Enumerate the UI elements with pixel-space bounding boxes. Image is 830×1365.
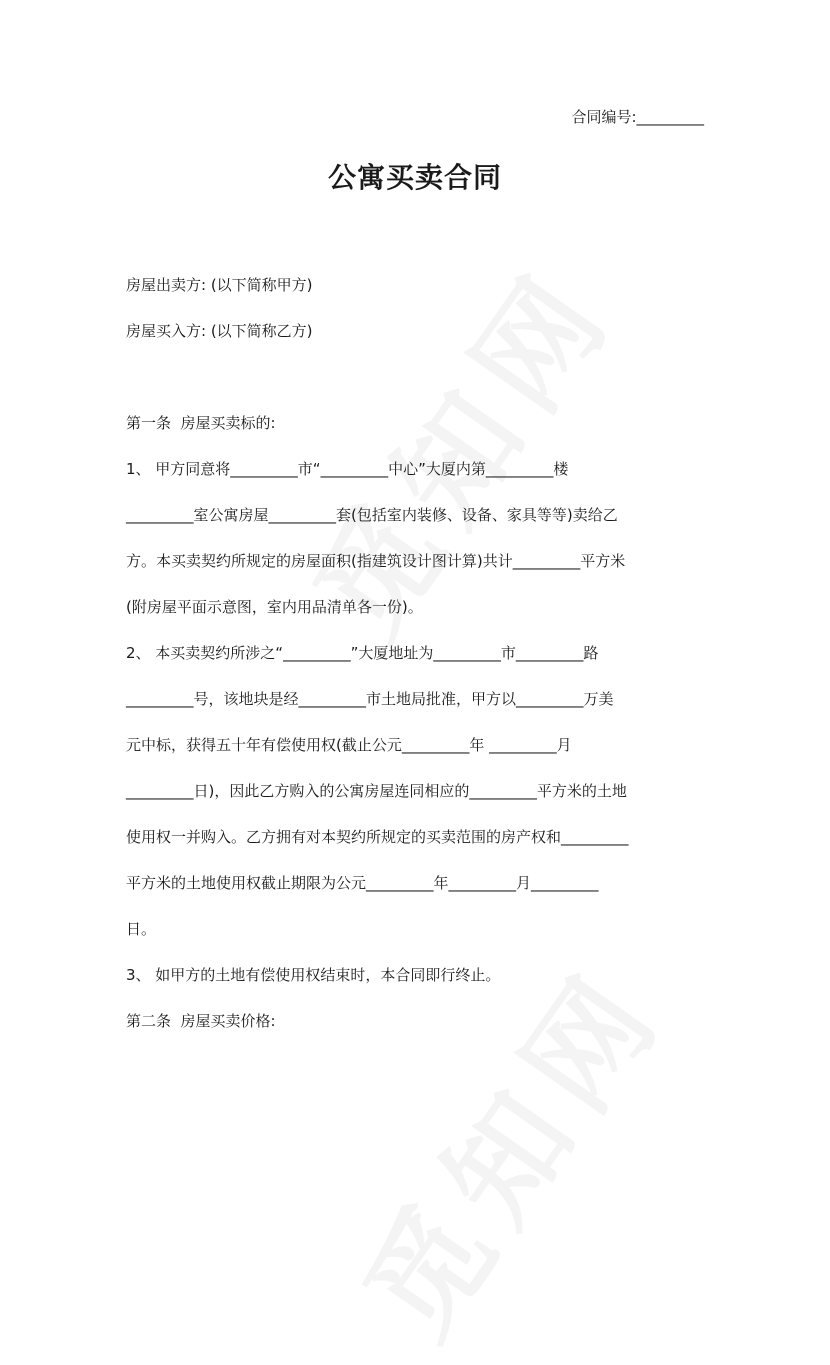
contract-number: 合同编号:_________ — [571, 108, 704, 126]
paragraph-line: _________日)，因此乙方购入的公寓房屋连同相应的_________平方米的土地 — [126, 782, 627, 800]
buyer-line: 房屋买入方: (以下简称乙方) — [126, 322, 313, 340]
paragraph-line: 使用权一并购入。乙方拥有对本契约所规定的买卖范围的房产权和_________ — [126, 828, 629, 846]
paragraph-line: 3、 如甲方的土地有偿使用权结束时，本合同即行终止。 — [126, 966, 501, 984]
paragraph-line: _________号，该地块是经_________市土地局批准，甲方以_________万美 — [126, 690, 614, 708]
paragraph-line: 平方米的土地使用权截止期限为公元_________年_________月_________ — [126, 874, 599, 892]
spacer — [126, 354, 716, 400]
document-title: 公寓买卖合同 — [327, 161, 502, 194]
paragraph-line: 1、 甲方同意将_________市“_________中心”大厦内第_________楼 — [126, 460, 569, 478]
article-2-heading: 第二条 房屋买卖价格: — [126, 1012, 276, 1030]
paragraph-line: 方。本买卖契约所规定的房屋面积(指建筑设计图计算)共计_________平方米 — [126, 552, 626, 570]
seller-line: 房屋出卖方: (以下简称甲方) — [126, 276, 313, 294]
contract-body — [126, 262, 716, 1044]
paragraph-line: 2、 本买卖契约所涉之“_________”大厦地址为_________市_________路 — [126, 644, 599, 662]
paragraph-line: (附房屋平面示意图，室内用品清单各一份)。 — [126, 598, 423, 616]
paragraph-line: _________室公寓房屋_________套(包括室内装修、设备、家具等等)卖给乙 — [126, 506, 618, 524]
article-1-heading: 第一条 房屋买卖标的: — [126, 414, 276, 432]
paragraph-line: 元中标，获得五十年有偿使用权(截止公元_________年 _________月 — [126, 736, 572, 754]
paragraph-line: 日。 — [126, 920, 157, 938]
